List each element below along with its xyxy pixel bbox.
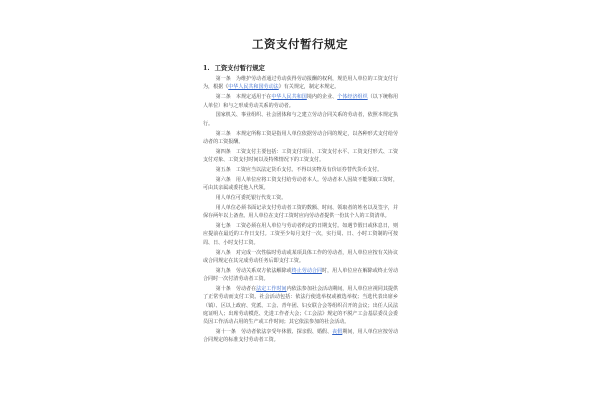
paragraph xyxy=(203,194,398,202)
inline-link[interactable]: 中华人民共和国 xyxy=(271,94,307,101)
paragraph xyxy=(203,93,398,110)
paragraph xyxy=(203,75,398,92)
paragraph xyxy=(203,176,398,193)
paragraph xyxy=(203,204,398,221)
paragraph xyxy=(203,222,398,247)
document-title: 工资支付暂行规定 xyxy=(252,37,348,51)
document-body xyxy=(203,75,398,346)
paragraph-text: 第二条 本规定适用于在 xyxy=(215,94,272,101)
paragraph xyxy=(203,166,398,174)
paragraph-text: （以下统称用人单位）和与之形成劳动关系的劳动者。 xyxy=(203,94,399,109)
section-heading xyxy=(203,63,270,72)
paragraph-text: 第七条 工资必须在用人单位与劳动者约定的日期支付。如遇节假日或休息日，则应提前在最近的工作日支付。工资至少每月支付一次，实行周、日、小时工资制的可按周、日、小时支付工资。 xyxy=(203,223,398,246)
paragraph-text: 境内的企业、 xyxy=(306,94,338,101)
paragraph-text: 第九条 劳动关系双方依法解除或 xyxy=(215,267,292,274)
inline-link[interactable]: 中华人民共和国劳动法 xyxy=(228,84,279,91)
section-number: 1. xyxy=(203,65,210,72)
paragraph xyxy=(203,249,398,266)
inline-link[interactable]: 法定工作时间 xyxy=(256,285,287,292)
paragraph-text: 第三条 本规定所称工资是指用人单位依据劳动合同的规定，以各种形式支付给劳动者的工资报酬。 xyxy=(203,130,398,145)
paragraph-text: 第八条 对完成一次性临时劳动或某项具体工作的劳动者，用人单位应按有关协议或合同规定在其完成劳动任务后即支付工资。 xyxy=(203,249,398,264)
paragraph-text: 》有关规定，制定本规定。 xyxy=(278,84,340,91)
paragraph xyxy=(203,148,398,165)
paragraph xyxy=(203,285,398,327)
paragraph xyxy=(203,111,398,128)
inline-link[interactable]: 个体经济组织 xyxy=(337,94,368,101)
paragraph-text: 国家机关、事业组织、社会团体和与之建立劳动合同关系的劳动者，依照本规定执行。 xyxy=(203,112,398,127)
inline-link[interactable]: 丧假 xyxy=(332,329,343,336)
paragraph-text: 第五条 工资应当以法定货币支付。不得以实物及有价证券替代货币支付。 xyxy=(215,166,383,173)
paragraph xyxy=(203,130,398,147)
paragraph-text: 时，用人单位应在解除或终止劳动合同时一次付清劳动者工资。 xyxy=(203,267,399,283)
paragraph-text: 用人单位可委托银行代发工资。 xyxy=(215,194,287,201)
paragraph-text: 第十一条 劳动者依法享受年休假、探亲假、婚假、 xyxy=(215,329,333,336)
inline-link[interactable]: 终止劳动合同 xyxy=(291,267,323,274)
section-title: 工资支付暂行规定 xyxy=(214,65,265,72)
paragraph-text: 第一条 为维护劳动者通过劳动获得劳动报酬的权利，规范用人单位的工资支付行为，根据《 xyxy=(203,76,398,91)
paragraph-text: 第六条 用人单位应将工资支付给劳动者本人。劳动者本人因故不能领取工资时，可由其亲属或委托他人代领。 xyxy=(203,176,398,192)
paragraph-text: 第四条 工资支付主要包括：工资支付项目、工资支付水平、工资支付形式、工资支付对象、工资支付时间以及特殊情况下的工资支付。 xyxy=(203,148,398,164)
paragraph-text: 第十条 劳动者在 xyxy=(215,285,257,292)
paragraph xyxy=(203,267,398,284)
paragraph-text: 内依法参加社会活动期间，用人单位应视同其提供了正常劳动而支付工资。社会活动包括：依法行使选举权或被选举权；当选代表出席乡（镇）、区以上政府、党派、工会、青年团、妇女联合会等组织召开的会议；出任人民法庭证明人；出席劳动模范、先进工作者大会；《工会法》规定的不脱产工会基层委员会委员因工作活动占用的生产或工作时间；其它依法参加的社会活动。 xyxy=(203,285,399,326)
paragraph-text: 用人单位必须书面记录支付劳动者工资的数额、时间、领取者的姓名以及签字，并保存两年以上备查。用人单位在支付工资时应向劳动者提供一份其个人的工资清单。 xyxy=(203,204,398,220)
paragraph xyxy=(203,328,398,345)
paragraph-text: 期间，用人单位应按劳动合同规定的标准支付劳动者工资。 xyxy=(203,329,399,344)
